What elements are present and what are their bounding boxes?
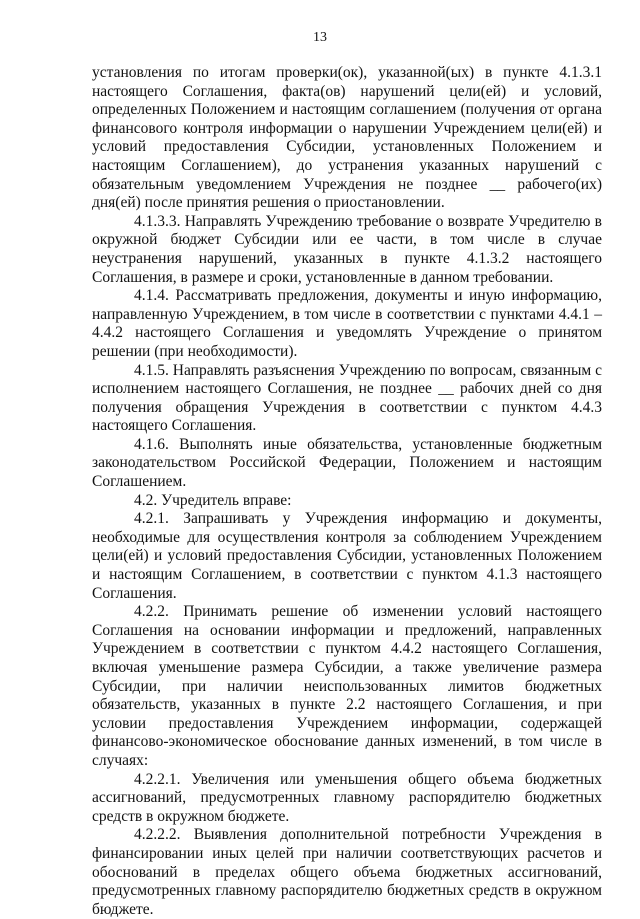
paragraph-4-2: 4.2. Учредитель вправе: — [134, 491, 292, 509]
paragraph-4-2-1: 4.2.1. Запрашивать у Учреждения информацию и документы, необходимые для осуществления контроля за соблюдением Учреждением цели(ей) и условий предоставления Субсидии, установленных Положением и настоящим Соглашением, в соответствии с пунктом 4.1.3 настоящего Соглашения. — [92, 510, 602, 602]
page-number: 13 — [313, 30, 327, 45]
paragraph-4-2-2-2: 4.2.2.2. Выявления дополнительной потребности Учреждения в финансировании иных целей при наличии соответствующих расчетов и обоснований в пределах общего объема бюджетных ассигнований, предусмотренных главному распорядителю бюджетных средств в окружном бюджете. — [92, 826, 602, 918]
paragraph-continuation: установления по итогам проверки(ок), указанной(ых) в пункте 4.1.3.1 настоящего Соглашения, факта(ов) нарушений цели(ей) и условий, определенных Положением и настоящим соглашением (получения от органа финансового контроля информации о нарушении Учреждением цели(ей) и условий предоставления Субсидии, установленных Положением и настоящим Соглашением), до устранения указанных нарушений с обязательным уведомлением Учреждения не позднее __ рабочего(их) дня(ей) после принятия решения о приостановлении. — [92, 64, 602, 212]
document-body — [92, 64, 602, 919]
paragraph-4-1-3-3: 4.1.3.3. Направлять Учреждению требование о возврате Учредителю в окружной бюджет Субсидии или ее части, в том числе в случае неустранения нарушений, указанных в пункте 4.1.3.2 настоящего Соглашения, в размере и сроки, установленные в данном требовании. — [92, 212, 602, 286]
paragraph-4-1-4: 4.1.4. Рассматривать предложения, документы и иную информацию, направленную Учреждением, в том числе в соответствии с пунктами 4.4.1 – 4.4.2 настоящего Соглашения и уведомлять Учреждение о принятом решении (при необходимости). — [92, 287, 602, 360]
paragraph-4-2-2-1: 4.2.2.1. Увеличения или уменьшения общего объема бюджетных ассигнований, предусмотренных главному распорядителю бюджетных средств в окружном бюджете. — [92, 770, 602, 825]
paragraph-4-1-5: 4.1.5. Направлять разъяснения Учреждению по вопросам, связанным с исполнением настоящего Соглашения, не позднее __ рабочих дней со дня получения обращения Учреждения в соответствии с пунктом 4.4.3 настоящего Соглашения. — [92, 361, 602, 435]
paragraph-4-2-2: 4.2.2. Принимать решение об изменении условий настоящего Соглашения на основании информации и предложений, направленных Учреждением в соответствии с пунктом 4.4.2 настоящего Соглашения, включая уменьшение размера Субсидии, а также увеличение размера Субсидии, при наличии неиспользованных лимитов бюджетных обязательств, указанных в пункте 2.2 настоящего Соглашения, и при условии предоставления Учреждением информации, содержащей финансово-экономическое обоснование данных изменений, в том числе в случаях: — [92, 603, 602, 769]
paragraph-4-1-6: 4.1.6. Выполнять иные обязательства, установленные бюджетным законодательством Российской Федерации, Положением и настоящим Соглашением. — [92, 435, 602, 491]
